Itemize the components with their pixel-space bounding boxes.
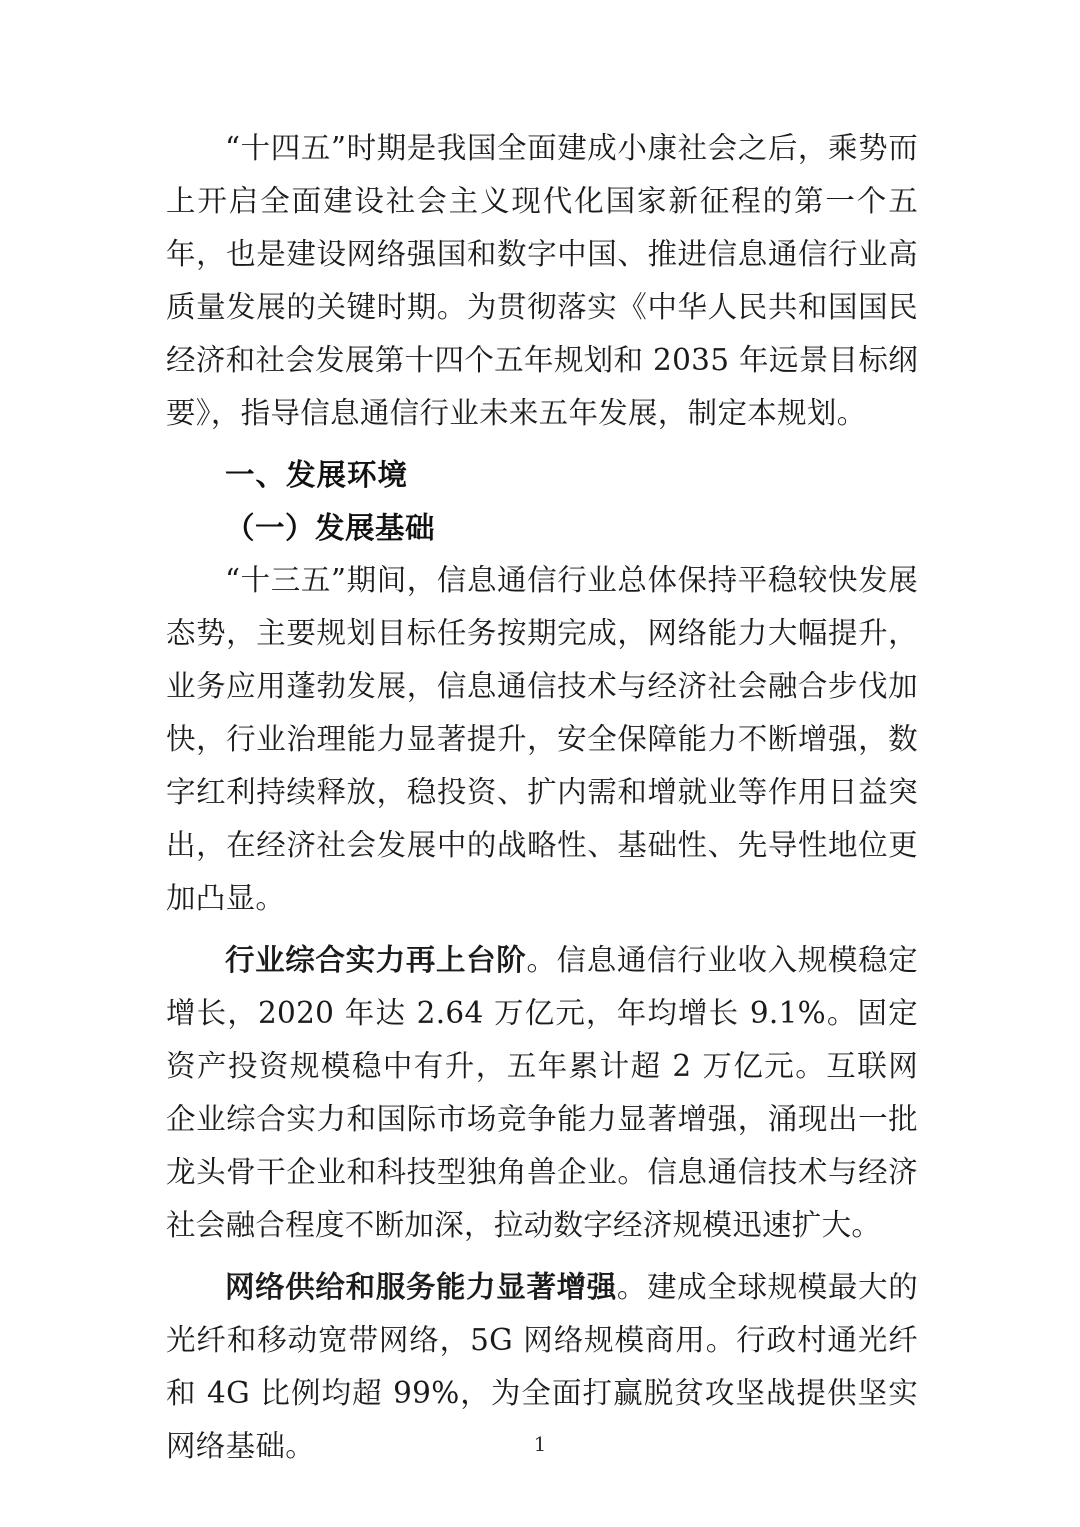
spacer — [166, 440, 918, 448]
heading-section-1-1: （一）发展基础 — [225, 510, 436, 545]
document-body — [166, 122, 918, 1473]
paragraph-body-1: “十三五”期间，信息通信行业总体保持平稳较快发展态势，主要规划目标任务按期完成，网络能力大幅提升，业务应用蓬勃发展，信息通信技术与经济社会融合步伐加快，行业治理能力显著提升，安全保障能力不断增强，数字红利持续释放，稳投资、扩内需和增就业等作用日益突出，在经济社会发展中的战略性、基础性、先导性地位更加凸显。 — [166, 563, 918, 915]
paragraph-text-2: 。信息通信行业收入规模稳定增长，2020 年达 2.64 万亿元，年均增长 9.1%。固定资产投资规模稳中有升，五年累计超 2 万亿元。互联网企业综合实力和国际市场竞争能力显著增强，涌现出一批龙头骨干企业和科技型独角兽企业。信息通信技术与经济社会融合程度不断加深，拉动数字经济规模迅速扩大。 — [166, 943, 918, 1242]
paragraph-lead-2: 行业综合实力再上台阶 — [225, 942, 527, 977]
paragraph-text-3: 。建成全球规模最大的光纤和移动宽带网络，5G 网络规模商用。行政村通光纤和 4G 比例均超 99%，为全面打赢脱贫攻坚战提供坚实网络基础。 — [166, 1270, 918, 1463]
paragraph-body-2 — [166, 933, 918, 1252]
page-number: 1 — [533, 1432, 547, 1456]
paragraph-lead-3: 网络供给和服务能力显著增强 — [225, 1269, 617, 1304]
paragraph-intro: “十四五”时期是我国全面建成小康社会之后，乘势而上开启全面建设社会主义现代化国家新征程的第一个五年，也是建设网络强国和数字中国、推进信息通信行业高质量发展的关键时期。为贯彻落实《中华人民共和国国民经济和社会发展第十四个五年规划和 2035 年远景目标纲要》，指导信息通信行业未来五年发展，制定本规划。 — [166, 131, 918, 430]
heading-section-1: 一、发展环境 — [225, 457, 409, 492]
spacer — [166, 1252, 918, 1260]
spacer — [166, 925, 918, 933]
